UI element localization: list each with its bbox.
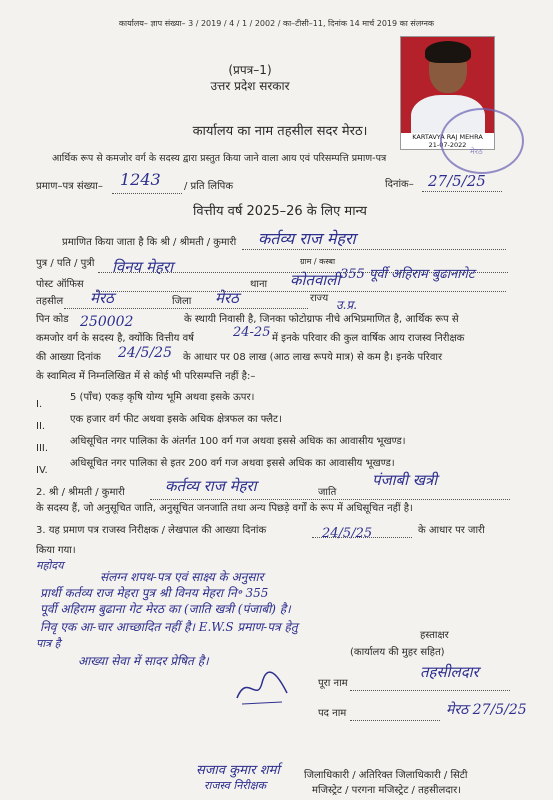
line2-label: पुत्र / पति / पुत्री	[36, 258, 95, 269]
officer-signature: सजाव कुमार शर्मा	[196, 763, 280, 778]
basis-date: 24/5/25	[322, 526, 373, 541]
note-line-2: प्रार्थी कर्तव्य राज मेहरा पुत्र श्री विनय मेहरा नि॰ 355	[40, 586, 269, 600]
seal-text: मेरठ	[470, 147, 483, 156]
address-value: 355 पूर्वी अहिराम बुढानागेट	[340, 267, 475, 282]
list-item	[36, 392, 255, 411]
thana-value: कोतवाली	[290, 271, 341, 289]
line5-rest: के स्थायी निवासी है, जिनका फोटोग्राफ नीचे अभिप्रमाणित है, आर्थिक रूप से	[184, 314, 459, 325]
note-line-6: आख्या सेवा में सादर प्रेषित है।	[78, 654, 209, 668]
asset-num: III.	[36, 443, 49, 454]
tehsil-value: मेरठ	[90, 289, 114, 307]
cert-number-label: प्रमाण–पत्र संख्या–	[36, 181, 103, 192]
line1-label: प्रमाणित किया जाता है कि श्री / श्रीमती / कुमारी	[62, 237, 237, 248]
asset-num: I.	[36, 399, 43, 410]
caste-line2: के सदस्य हैं, जो अनुसूचित जाति, अनुसूचित जनजाति तथा अन्य पिछड़े वर्गों के रूप में अधिसूचित नहीं है।	[36, 503, 413, 514]
validity-title: वित्तीय वर्ष 2025–26 के लिए मान्य	[193, 204, 367, 219]
district-label: जिला	[172, 296, 192, 307]
form-label: (प्रपत्र–1)	[228, 63, 272, 77]
government-title: उत्तर प्रदेश सरकार	[210, 79, 290, 93]
tehsil-label: तहसील	[36, 296, 64, 307]
asset-num: II.	[36, 421, 46, 432]
basis-line-end: के आधार पर जारी	[418, 525, 485, 536]
pin-label: पिन कोड	[36, 314, 69, 325]
copy-label: / प्रति लिपिक	[184, 181, 234, 192]
village-label: ग्राम / कस्बा	[300, 257, 336, 266]
caste-line-start: 2. श्री / श्रीमती / कुमारी	[36, 487, 125, 498]
report-date: 24/5/25	[118, 345, 172, 361]
state-value: उ.प्र.	[336, 298, 358, 312]
officer-role: राजस्व निरीक्षक	[204, 779, 267, 792]
round-seal	[440, 108, 524, 174]
line6-rest: में इनके परिवार की कुल वार्षिक आय राजस्व निरीक्षक	[272, 333, 465, 344]
line7-rest: के आधार पर 08 लाख (आठ लाख रूपये मात्र) से कम है। इनके परिवार	[183, 352, 443, 363]
note-line-1: संलग्न शपथ-पत्र एवं साक्ष्य के अनुसार	[100, 570, 264, 584]
thana-label: थाना	[250, 279, 268, 290]
post-office-label: पोस्ट ऑफिस	[36, 279, 84, 290]
signature-scribble-icon	[232, 668, 292, 708]
fullname-label: पूरा नाम	[318, 678, 348, 689]
note-line-4: निवृ एक आ-चार आच्छादित नहीं है। E.W.S प्रमाण-पत्र हेतु	[40, 620, 298, 634]
district-value: मेरठ	[215, 289, 239, 307]
line8: के स्वामित्व में निम्नलिखित में से कोई भी परिसम्पत्ति नहीं है:–	[36, 371, 256, 382]
photo-caption-name: KARTAVYA RAJ MEHRA	[412, 133, 483, 141]
asset-text: अधिसूचित नगर पालिका से इतर 200 वर्ग गज अथवा इससे अधिक का आवासीय भूखण्ड।	[70, 458, 395, 469]
cert-number-value: 1243	[120, 170, 161, 189]
photo-caption-date: 21-07-2022	[428, 141, 467, 149]
asset-text: अधिसूचित नगर पालिका के अंतर्गत 100 वर्ग गज अथवा इससे अधिक का आवासीय भूखण्ड।	[70, 436, 406, 447]
reference-line: कार्यालय– ज्ञाप संख्या– 3 / 2019 / 4 / 1 / 2002 / का–टीसी–11, दिनांक 14 मार्च 2019 का संलग्नक	[118, 19, 435, 28]
fullname-value: तहसीलदार	[420, 663, 479, 681]
handwritten-signature	[232, 668, 292, 708]
fy-value: 24-25	[233, 325, 271, 340]
basis-line-start: 3. यह प्रमाण पत्र राजस्व निरीक्षक / लेखपाल की आख्या दिनांक	[36, 525, 267, 536]
line6-start: कमजोर वर्ग के सदस्य है, क्योंकि वित्तीय वर्ष	[36, 333, 194, 344]
footer-titles-2: मजिस्ट्रेट / परगना मजिस्ट्रेट / तहसीलदार।	[312, 785, 462, 796]
pin-value: 250002	[80, 314, 134, 330]
father-name: विनय मेहरा	[112, 258, 173, 276]
office-subtitle: आर्थिक रूप से कमजोर वर्ग के सदस्य द्वारा प्रस्तुत किया जाने वाला आय एवं परिसम्पत्ति प्रमाण-पत्र	[52, 153, 387, 164]
date-label: दिनांक–	[385, 179, 414, 190]
list-item	[36, 436, 406, 455]
state-label: राज्य	[310, 293, 329, 304]
list-item	[36, 458, 395, 477]
note-line-5: पात्र है	[36, 637, 61, 650]
basis-line2: किया गया।	[36, 545, 76, 556]
caste-label: जाति	[318, 487, 337, 498]
caste-name: कर्तव्य राज मेहरा	[165, 477, 257, 495]
asset-num: IV.	[36, 465, 48, 476]
note-line-3: पूर्वी अहिराम बुढाना गेट मेरठ का (जाति खत्री (पंजाबी) है।	[40, 602, 291, 616]
list-item	[36, 414, 282, 433]
photo-hair	[425, 41, 471, 63]
seal-label: (कार्यालय की मुहर सहित)	[350, 647, 445, 658]
note-line-0: महोदय	[36, 559, 64, 572]
date-value: 27/5/25	[428, 172, 486, 190]
caste-value: पंजाबी खत्री	[372, 471, 438, 489]
footer-titles: जिलाधिकारी / अतिरिक्त जिलाधिकारी / सिटी	[304, 770, 468, 781]
office-name: कार्यालय का नाम तहसील सदर मेरठ।	[192, 124, 368, 139]
asset-text: 5 (पाँच) एकड़ कृषि योग्य भूमि अथवा इसके ऊपर।	[70, 392, 255, 403]
sign-label: हस्ताक्षर	[420, 630, 449, 641]
post-value: मेरठ 27/5/25	[446, 702, 527, 718]
asset-text: एक हजार वर्ग फीट अथवा इसके अधिक क्षेत्रफल का फ्लैट।	[70, 414, 282, 425]
post-label: पद नाम	[318, 708, 347, 719]
line7-start: की आख्या दिनांक	[36, 352, 101, 363]
applicant-name: कर्तव्य राज मेहरा	[258, 229, 356, 248]
